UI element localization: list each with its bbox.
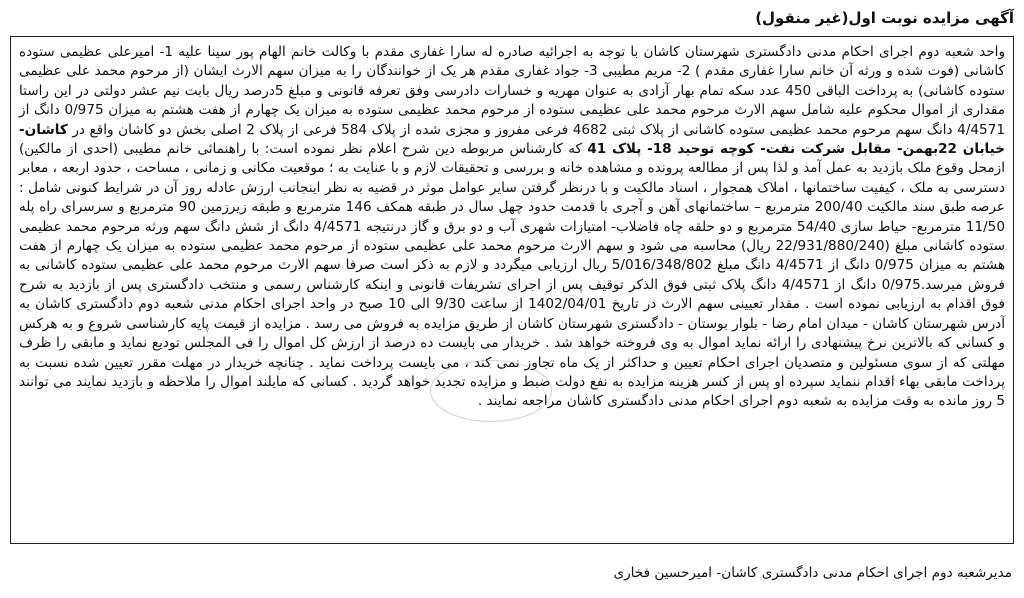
notice-title: آگهی مزایده نوبت اول(غیر منقول) <box>755 9 1014 27</box>
property-address: کاشان-خیابان 22بهمن- مقابل شرکت نفت- کوچه توحید 18- پلاک 41 <box>19 121 1006 158</box>
notice-body <box>10 36 1014 544</box>
notice-paragraph-intro: واحد شعبه دوم اجرای احکام مدنی دادگستری شهرستان کاشان با توجه به اجرائیه صادره له سارا غفاری مقدم با وکالت خانم الهام پور سینا علیه 1- امیرعلی عظیمی ستوده کاشانی (فوت شده و ورثه آن خانم سارا غفاری مقدم ) 2- مریم مطیبی 3- جواد غفاری مقدم هر یک از خوانندگان را به میزان سهم الارث ایشان (از مرحوم محمد علی عظیمی ستوده کاشانی) به پرداخت الباقی 450 عدد سکه تمام بهار آزادی به عنوان مهریه و خسارات دادرسی وفق تعرفه قانونی و مبلغ 5درصد ریال بابت نیم عشر دولتی در این راستا مقداری از اموال محکوم علیه شامل سهم الارث مرحوم محمد علی عظیمی ستوده از مرحوم محمد عظیمی ستوده به میزان یک چهارم از هفت هشتم به میزان 0/975 دانگ از 4/4571 دانگ سهم مرحوم محمد عظیمی ستوده کاشانی از پلاک ثبتی 4682 فرعی مفروز و مجزی شده از پلاک 584 فرعی از پلاک 2 اصلی بخش دو کاشان واقع در <box>19 44 1006 138</box>
signature-line: مدیرشعبه دوم اجرای احکام مدنی دادگستری کاشان- امیرحسین فخاری <box>613 565 1012 581</box>
notice-paragraph-details: که کارشناس مربوطه دین شرح اعلام نظر نموده است: با راهنمائی خانم مطیبی (احدی از مالکین) ازمحل وقوع ملک بازدید به عمل آمد و لذا پس از مطالعه پرونده و مشاهده خانه و بررسی و تحقیقات لازم و با عنایت به ؛ موقعیت مکانی و زمانی ، مساحت ، حدود اربعه ، معابر دسترسی به ملک ، کیفیت ساختمانها ، املاک همجوار ، اسناد مالکیت و با درنظر گرفتن سایر عوامل موثر در قضیه به نظر اینجانب ارزش عادله روز آن در شرایط کنونی شامل : عرصه طبق سند مالکیت 200/40 مترمربع – ساختمانهای آهن و آجری با قدمت حدود چهل سال در طبقه همکف 146 مترمربع و طبقه زیرزمین 90 مترمربع و سرسرای راه پله 11/50 مترمربع- حیاط سازی 54/40 مترمربع و دو حلقه چاه فاضلاب- امتیازات شهری آب و دو برق و گاز درنتیجه 4/4571 دانگ از شش دانگ سهم ورثه مرحوم محمد عظیمی ستوده کاشانی مبلغ (22/931/880/240 ریال) محاسبه می شود و سهم الارث مرحوم محمد علی عظیمی ستوده از مرحوم محمد عظیمی ستوده به میزان یک چهارم از هفت هشتم به میزان 0/975 دانگ از 4/4571 دانگ مبلغ 5/016/348/802 ریال ارزیابی میگردد و لازم به ذکر است صرفا سهم الارث مرحوم محمد علی عظیمی ستوده کاشانی به فروش میرسد.0/975 دانگ از 4/4571 دانگ پلاک ثبتی فوق الذکر توقیف پس از اجرای تشریفات قانونی و اینکه کارشناس رسمی و منتخب دادگستری پس از بازدید به شرح فوق اقدام به ارزیابی نموده است . مقدار تعیینی سهم الارث در تاریخ 1402/04/01 از ساعت 9/30 الی 10 صبح در واحد اجرای احکام مدنی شعبه دوم دادگستری کاشان به آدرس شهرستان کاشان - میدان امام رضا - بلوار بوستان - دادگستری شهرستان کاشان از طریق مزایده به فروش می رسد . مزایده از قیمت پایه کارشناسی شروع و به هرکس و کسانی که بالاترین نرخ پیشنهادی را ارائه نماید اموال به وی فروخته خواهد شد . خریدار می بایست ده درصد از ارزش کل اموال را فی المجلس تودیع نماید و مابقی را ظرف مهلتی که از سوی مسئولین و متصدیان اجرای احکام تعیین و حداکثر از یک ماه تجاوز نمی کند ، می بایست پرداخت نماید . چنانچه خریدار در مهلت مقرر تعیین شده نسبت به پرداخت مابقی بهاء اقدام ننماید سپرده او پس از کسر هزینه مزایده به نفع دولت ضبط و مزایده تجدید خواهد گردید . کسانی که مایلند اموال را ملاحظه و بازدید نمایند می توانند 5 روز مانده به وقت مزایده به شعبه دوم اجرای احکام مدنی دادگستری کاشان مراجعه نمایند . <box>19 141 1005 410</box>
